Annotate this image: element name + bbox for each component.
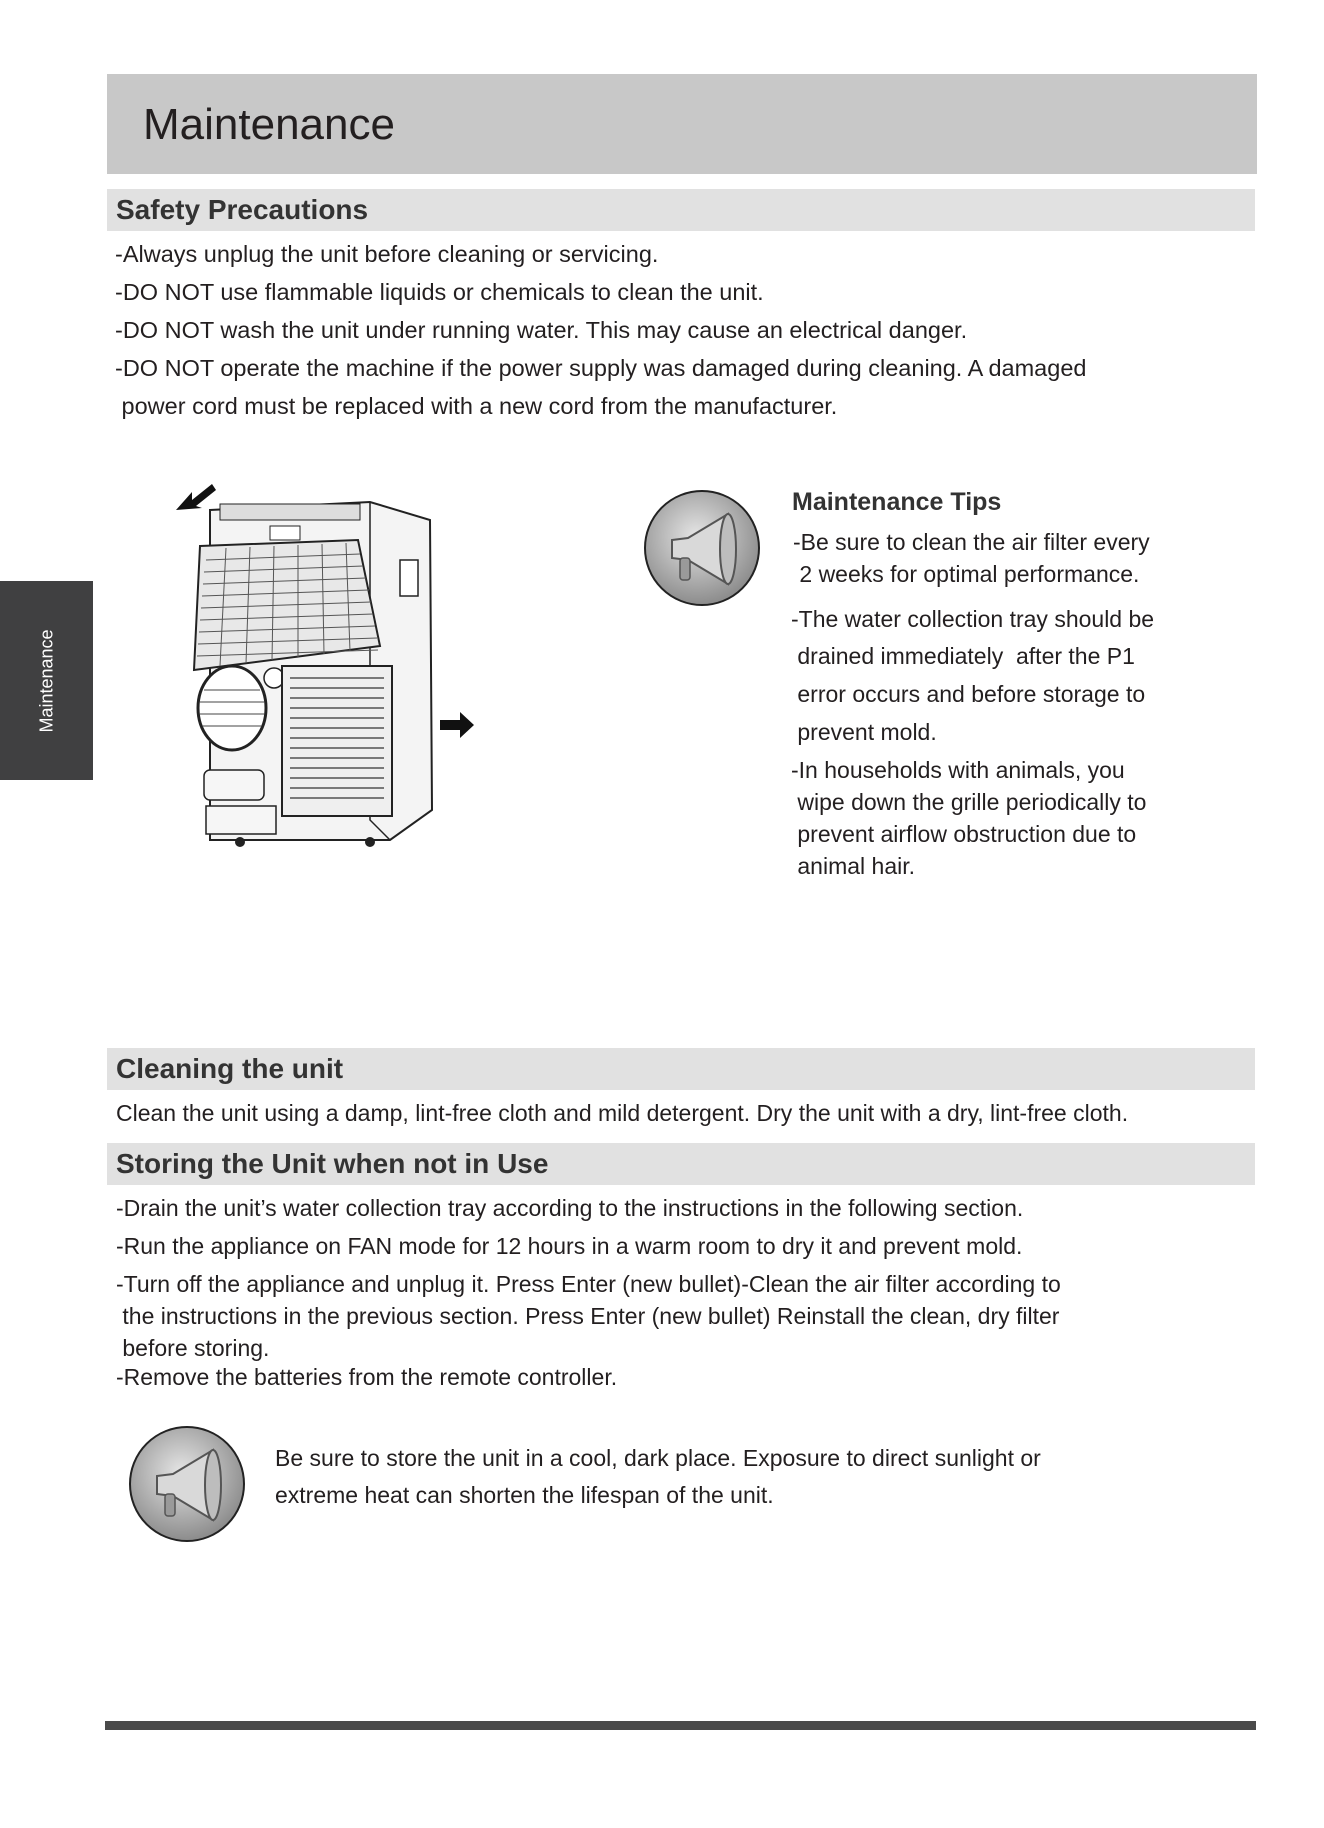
tip-line: -Be sure to clean the air filter every xyxy=(793,529,1150,555)
tip-line: -The water collection tray should be xyxy=(791,606,1155,632)
title-bar xyxy=(107,74,1257,174)
megaphone-icon xyxy=(127,1424,247,1544)
storing-line: -Run the appliance on FAN mode for 12 hours in a warm room to dry it and prevent mold. xyxy=(116,1233,1023,1259)
storage-note-line: Be sure to store the unit in a cool, dark place. Exposure to direct sunlight or xyxy=(275,1445,1041,1471)
safety-line: -DO NOT wash the unit under running water. This may cause an electrical danger. xyxy=(115,317,968,343)
safety-line: -DO NOT operate the machine if the power supply was damaged during cleaning. A damaged xyxy=(115,355,1087,381)
tips-heading: Maintenance Tips xyxy=(792,488,1002,516)
footer-rule xyxy=(105,1721,1256,1730)
storing-line: -Drain the unit’s water collection tray according to the instructions in the following section. xyxy=(116,1195,1024,1221)
storing-heading: Storing the Unit when not in Use xyxy=(116,1148,549,1179)
safety-line: power cord must be replaced with a new cord from the manufacturer. xyxy=(115,393,838,419)
tip-line: drained immediately after the P1 xyxy=(791,643,1135,669)
arrow-icon xyxy=(440,712,474,738)
storing-line: before storing. xyxy=(116,1335,270,1361)
tip-line: error occurs and before storage to xyxy=(791,681,1146,707)
safety-line: -DO NOT use flammable liquids or chemicals to clean the unit. xyxy=(115,279,764,305)
arrow-icon xyxy=(176,484,216,510)
side-tab-label: Maintenance xyxy=(36,628,56,733)
tip-line: prevent airflow obstruction due to xyxy=(791,821,1137,847)
side-tab xyxy=(0,581,93,780)
safety-line: -Always unplug the unit before cleaning or servicing. xyxy=(115,241,659,267)
cleaning-heading: Cleaning the unit xyxy=(116,1053,344,1084)
storing-line: -Turn off the appliance and unplug it. Press Enter (new bullet)-Clean the air filter according to xyxy=(116,1271,1061,1297)
air-conditioner-illustration xyxy=(170,480,480,852)
storing-line: -Remove the batteries from the remote controller. xyxy=(116,1364,618,1390)
cleaning-heading-bar xyxy=(107,1048,1255,1090)
tip-line: -In households with animals, you xyxy=(791,757,1125,783)
cleaning-text: Clean the unit using a damp, lint-free cloth and mild detergent. Dry the unit with a dry, lint-free cloth. xyxy=(116,1100,1129,1126)
tip-line: 2 weeks for optimal performance. xyxy=(793,561,1140,587)
tip-line: prevent mold. xyxy=(791,719,937,745)
page-title: Maintenance xyxy=(143,100,395,149)
storing-heading-bar xyxy=(107,1143,1255,1185)
megaphone-icon xyxy=(642,488,762,608)
safety-heading: Safety Precautions xyxy=(116,194,369,225)
tip-line: animal hair. xyxy=(791,853,916,879)
storing-line: the instructions in the previous section. Press Enter (new bullet) Reinstall the clean, dry filter xyxy=(116,1303,1060,1329)
safety-heading-bar xyxy=(107,189,1255,231)
storage-note-line: extreme heat can shorten the lifespan of the unit. xyxy=(275,1482,774,1508)
tip-line: wipe down the grille periodically to xyxy=(791,789,1147,815)
